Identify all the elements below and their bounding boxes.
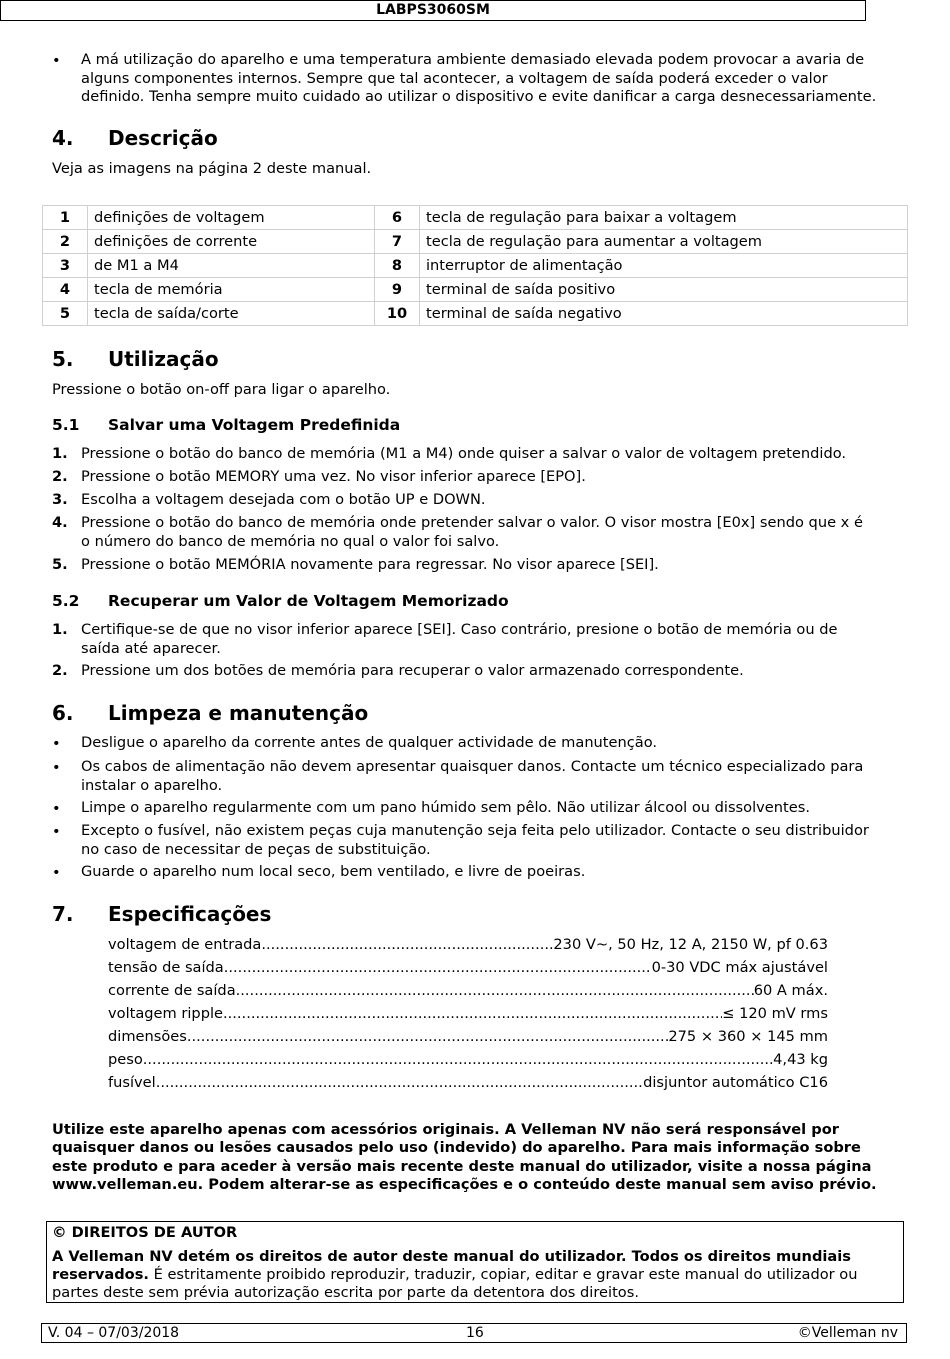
- part-description: tecla de regulação para aumentar a voltagem: [420, 230, 908, 254]
- table-row: [43, 254, 908, 278]
- copyright-line-2-rest: É estritamente proibido reproduzir, traduzir, copiar, editar e gravar este manual do utilizador ou: [148, 1266, 858, 1283]
- step-line: saída até aparecer.: [81, 639, 221, 657]
- maintenance-item: Guarde o aparelho num local seco, bem ventilado, e livre de poeiras.: [81, 863, 586, 880]
- spec-leader-dots: [156, 1074, 643, 1093]
- spec-leader-dots: [223, 1005, 722, 1024]
- section-7-number: 7.: [52, 902, 74, 926]
- subsection-5-2-title: Recuperar um Valor de Voltagem Memorizado: [108, 592, 509, 610]
- step-number: 5.: [52, 556, 68, 573]
- spec-row: [108, 1051, 828, 1070]
- subsection-5-1-title: Salvar uma Voltagem Predefinida: [108, 416, 401, 434]
- part-number: 8: [375, 254, 420, 278]
- part-number: 1: [43, 206, 88, 230]
- section-6-title: Limpeza e manutenção: [108, 701, 369, 725]
- bullet-symbol: •: [52, 864, 61, 881]
- part-number: 10: [375, 302, 420, 326]
- step-number: 2.: [52, 468, 68, 485]
- step-text: Escolha a voltagem desejada com o botão UP e DOWN.: [81, 491, 486, 508]
- spec-value: 4,43 kg: [773, 1051, 828, 1068]
- spec-leader-dots: [224, 959, 652, 978]
- subsection-5-2-number: 5.2: [52, 592, 80, 610]
- legal-notice: [52, 1121, 902, 1194]
- parts-table: [42, 205, 908, 326]
- footer-page-number: 16: [466, 1325, 484, 1341]
- intro-line-1: A má utilização do aparelho e uma temperatura ambiente demasiado elevada podem provocar a avaria de: [81, 51, 865, 68]
- section-5-title: Utilização: [108, 347, 219, 371]
- step-text: Pressione o botão MEMÓRIA novamente para regressar. No visor aparece [SEI].: [81, 556, 659, 573]
- part-number: 7: [375, 230, 420, 254]
- bullet-symbol: •: [52, 52, 61, 69]
- section-7-title: Especificações: [108, 902, 272, 926]
- part-number: 9: [375, 278, 420, 302]
- part-description: definições de voltagem: [88, 206, 375, 230]
- maintenance-line: no caso de necessitar de peças de substituição.: [81, 840, 431, 858]
- spec-label: voltagem de entrada: [108, 936, 262, 953]
- part-description: terminal de saída positivo: [420, 278, 908, 302]
- intro-line-3: definido. Tenha sempre muito cuidado ao utilizar o dispositivo e evite danificar a carga desnecessariamente.: [81, 88, 877, 105]
- notice-line: quaisquer danos ou lesões causados pelo uso (indevido) do aparelho. Para mais informação sobre: [52, 1139, 861, 1157]
- table-row: [43, 206, 908, 230]
- spec-label: corrente de saída: [108, 982, 236, 999]
- page-footer: [41, 1323, 907, 1343]
- notice-line: www.velleman.eu. Podem alterar-se as especificações e o conteúdo deste manual sem aviso prévio.: [52, 1175, 877, 1193]
- spec-value: disjuntor automático C16: [643, 1074, 828, 1091]
- part-description: tecla de saída/corte: [88, 302, 375, 326]
- part-number: 3: [43, 254, 88, 278]
- section-5-text: Pressione o botão on-off para ligar o aparelho.: [52, 381, 391, 398]
- bullet-symbol: •: [52, 759, 61, 776]
- part-description: interruptor de alimentação: [420, 254, 908, 278]
- maintenance-line: Os cabos de alimentação não devem apresentar quaisquer danos. Contacte um técnico especializado para: [81, 758, 864, 775]
- bullet-symbol: •: [52, 735, 61, 752]
- table-row: [43, 230, 908, 254]
- header-title: LABPS3060SM: [376, 2, 490, 18]
- step-number: 1.: [52, 621, 68, 638]
- part-description: definições de corrente: [88, 230, 375, 254]
- notice-line: Utilize este aparelho apenas com acessórios originais. A Velleman NV não será responsável por: [52, 1121, 839, 1138]
- part-description: tecla de memória: [88, 278, 375, 302]
- spec-label: voltagem ripple: [108, 1005, 223, 1022]
- spec-row: [108, 982, 828, 1001]
- maintenance-item: Desligue o aparelho da corrente antes de qualquer actividade de manutenção.: [81, 734, 658, 751]
- spec-label: fusível: [108, 1074, 156, 1091]
- spec-label: dimensões: [108, 1028, 187, 1045]
- step-line: Pressione o botão do banco de memória onde pretender salvar o valor. O visor mostra [E0x] sendo que x é: [81, 514, 863, 531]
- spec-row: [108, 1005, 828, 1024]
- spec-value: 0-30 VDC máx ajustável: [651, 959, 828, 976]
- footer-brand: ©Velleman nv: [797, 1325, 898, 1341]
- spec-leader-dots: [187, 1028, 668, 1047]
- spec-value: 275 × 360 × 145 mm: [668, 1028, 828, 1045]
- bullet-symbol: •: [52, 800, 61, 817]
- spec-value: ≤ 120 mV rms: [722, 1005, 828, 1022]
- maintenance-item: [81, 822, 896, 859]
- step-number: 3.: [52, 491, 68, 508]
- section-4-text: Veja as imagens na página 2 deste manual.: [52, 160, 372, 177]
- spec-label: tensão de saída: [108, 959, 224, 976]
- part-number: 4: [43, 278, 88, 302]
- section-6-number: 6.: [52, 701, 74, 725]
- page-header: [0, 0, 866, 21]
- step-text: Pressione o botão do banco de memória (M1 a M4) onde quiser a salvar o valor de voltagem pretendido.: [81, 445, 847, 462]
- spec-leader-dots: [143, 1051, 773, 1070]
- part-number: 6: [375, 206, 420, 230]
- spec-leader-dots: [236, 982, 754, 1001]
- maintenance-line: instalar o aparelho.: [81, 776, 223, 794]
- part-number: 2: [43, 230, 88, 254]
- intro-line-2: alguns componentes internos. Sempre que tal acontecer, a voltagem de saída poderá exceder o valor: [81, 69, 828, 87]
- step-text: Pressione um dos botões de memória para recuperar o valor armazenado correspondente.: [81, 662, 744, 679]
- table-row: [43, 278, 908, 302]
- part-description: de M1 a M4: [88, 254, 375, 278]
- part-description: tecla de regulação para baixar a voltagem: [420, 206, 908, 230]
- table-row: [43, 302, 908, 326]
- spec-leader-dots: [261, 936, 553, 955]
- spec-value: 230 V~, 50 Hz, 12 A, 2150 W, pf 0.63: [553, 936, 828, 953]
- spec-value: 60 A máx.: [753, 982, 828, 999]
- section-4-number: 4.: [52, 126, 74, 150]
- spec-label: peso: [108, 1051, 143, 1068]
- part-number: 5: [43, 302, 88, 326]
- step-line: o número do banco de memória no qual o valor foi salvo.: [81, 532, 500, 550]
- copyright-reserved: reservados.: [52, 1266, 149, 1283]
- copyright-line-1: A Velleman NV detém os direitos de autor deste manual do utilizador. Todos os direitos mundiais: [52, 1248, 851, 1265]
- maintenance-line: Excepto o fusível, não existem peças cuja manutenção seja feita pelo utilizador. Contacte o seu distribuidor: [81, 822, 869, 839]
- spec-row: [108, 1074, 828, 1093]
- copyright-box: [46, 1221, 904, 1303]
- copyright-line-3: partes deste sem prévia autorização escrita por parte da detentora dos direitos.: [52, 1284, 639, 1301]
- copyright-title: © DIREITOS DE AUTOR: [52, 1224, 238, 1241]
- step-number: 2.: [52, 662, 68, 679]
- intro-paragraph: [81, 51, 896, 107]
- step-text: [81, 621, 896, 658]
- step-text: [81, 514, 896, 551]
- bullet-symbol: •: [52, 823, 61, 840]
- step-line: Certifique-se de que no visor inferior aparece [SEI]. Caso contrário, presione o botão de memória ou de: [81, 621, 838, 638]
- section-4-title: Descrição: [108, 126, 218, 150]
- part-description: terminal de saída negativo: [420, 302, 908, 326]
- step-number: 4.: [52, 514, 68, 531]
- step-text: Pressione o botão MEMORY uma vez. No visor inferior aparece [EPO].: [81, 468, 586, 485]
- spec-row: [108, 1028, 828, 1047]
- spec-row: [108, 936, 828, 955]
- footer-version: V. 04 – 07/03/2018: [48, 1325, 180, 1341]
- maintenance-item: Limpe o aparelho regularmente com um pano húmido sem pêlo. Não utilizar álcool ou dissolventes.: [81, 799, 810, 816]
- notice-line: este produto e para aceder à versão mais recente deste manual do utilizador, visite a nossa página: [52, 1157, 872, 1175]
- section-5-number: 5.: [52, 347, 74, 371]
- maintenance-item: [81, 758, 896, 795]
- spec-row: [108, 959, 828, 978]
- step-number: 1.: [52, 445, 68, 462]
- copyright-line-2: [52, 1266, 897, 1285]
- subsection-5-1-number: 5.1: [52, 416, 80, 434]
